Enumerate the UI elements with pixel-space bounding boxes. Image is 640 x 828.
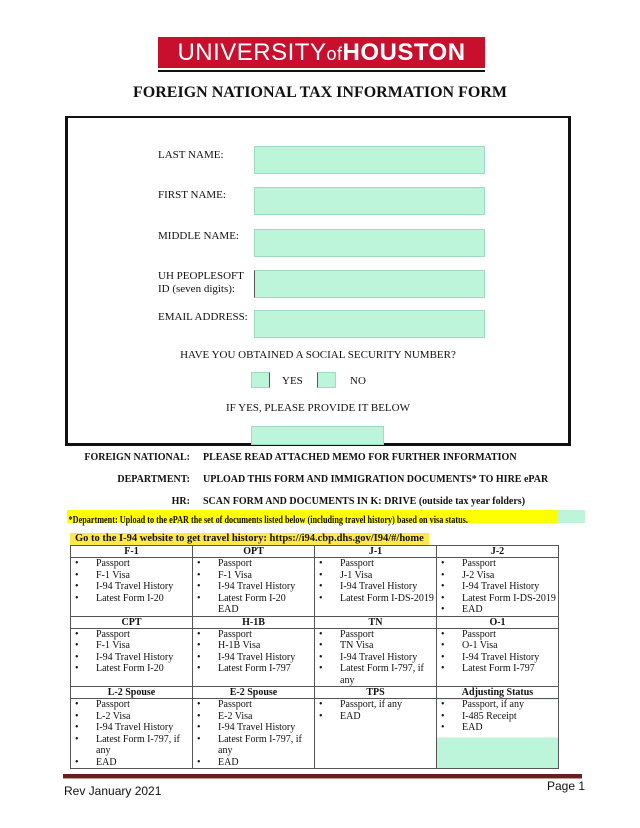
document-item: • I-94 Travel History [193, 722, 314, 734]
document-list [193, 629, 314, 675]
visa-docs-cell [71, 699, 193, 769]
visa-type-header: O-1 [437, 616, 559, 628]
visa-type-header: TN [315, 616, 437, 628]
document-item: • Latest Form I-20 [71, 663, 192, 675]
visa-type-header: Adjusting Status [437, 687, 559, 699]
visa-docs-cell [315, 558, 437, 617]
visa-type-header: F-1 [71, 546, 193, 558]
note-text-hr: SCAN FORM AND DOCUMENTS IN K: DRIVE (outside tax year folders) [203, 496, 526, 507]
document-list [71, 699, 192, 768]
document-item: • I-94 Travel History [193, 581, 314, 593]
visa-header-row [71, 687, 559, 699]
note-label-foreign-national: FOREIGN NATIONAL: [84, 452, 190, 463]
document-item: • Passport [71, 558, 192, 570]
visa-docs-cell [193, 628, 315, 687]
document-list [193, 699, 314, 768]
document-item: • Latest Form I-DS-2019 [437, 593, 558, 605]
university-logo [158, 37, 485, 68]
visa-type-header: OPT [193, 546, 315, 558]
note-label-hr: HR: [171, 496, 190, 507]
logo-text-university: UNIVERSITY [177, 39, 327, 66]
visa-type-header: TPS [315, 687, 437, 699]
email-label: EMAIL ADDRESS: [158, 311, 248, 323]
visa-docs-cell [315, 699, 437, 769]
department-note-highlight [67, 510, 557, 526]
middle-name-label: MIDDLE NAME: [158, 230, 239, 242]
visa-type-header: J-2 [437, 546, 559, 558]
note-label-department: DEPARTMENT: [117, 474, 190, 485]
department-note-field[interactable] [557, 510, 585, 523]
document-item: • H-1B Visa [193, 640, 314, 652]
document-list [71, 558, 192, 604]
visa-header-row [71, 546, 559, 558]
visa-type-header: L-2 Spouse [71, 687, 193, 699]
document-item: • Passport [437, 629, 558, 641]
visa-docs-cell [437, 628, 559, 687]
visa-type-header: CPT [71, 616, 193, 628]
document-item: • L-2 Visa [71, 711, 192, 723]
document-item: • EAD [437, 722, 558, 734]
document-item: • Latest Form I-20 [193, 593, 314, 605]
document-list [437, 699, 558, 734]
ssn-question: HAVE YOU OBTAINED A SOCIAL SECURITY NUMBER? [180, 349, 456, 361]
document-item: • I-485 Receipt [437, 711, 558, 723]
document-item: • F-1 Visa [193, 570, 314, 582]
document-item: • I-94 Travel History [71, 581, 192, 593]
document-item: • Passport [193, 699, 314, 711]
document-item: • Passport [315, 629, 436, 641]
visa-type-header: E-2 Spouse [193, 687, 315, 699]
ssn-yes-label: YES [282, 375, 303, 387]
document-item: • Latest Form I-797 [193, 663, 314, 675]
document-item: • Latest Form I-DS-2019 [315, 593, 436, 605]
visa-docs-cell [315, 628, 437, 687]
visa-docs-cell [437, 699, 559, 769]
document-list [315, 629, 436, 687]
document-item: • I-94 Travel History [437, 581, 558, 593]
visa-docs-cell [71, 628, 193, 687]
document-item: • EAD [193, 757, 314, 769]
document-item: • I-94 Travel History [437, 652, 558, 664]
department-upload-note: *Department: Upload to the ePAR the set of documents listed below (including travel history) based on visa status. [68, 515, 468, 526]
logo-underline [158, 70, 485, 72]
peoplesoft-id-label [158, 270, 244, 296]
page-title: FOREIGN NATIONAL TAX INFORMATION FORM [133, 84, 507, 101]
document-list [315, 699, 436, 722]
document-item: • TN Visa [315, 640, 436, 652]
peoplesoft-id-label-line1: UH PEOPLESOFT [158, 270, 244, 282]
document-item: • Latest Form I-797 [437, 663, 558, 675]
visa-docs-row [71, 699, 559, 769]
last-name-field[interactable] [254, 146, 485, 174]
document-item: • Passport [71, 629, 192, 641]
document-item: • EAD [437, 604, 558, 616]
document-list [437, 629, 558, 675]
first-name-field[interactable] [254, 187, 485, 215]
note-text-foreign-national: PLEASE READ ATTACHED MEMO FOR FURTHER INFORMATION [203, 452, 517, 463]
document-item: • Passport [193, 558, 314, 570]
document-list [437, 558, 558, 616]
note-text-department: UPLOAD THIS FORM AND IMMIGRATION DOCUMENTS* TO HIRE ePAR [203, 474, 549, 485]
logo-text-of: of [326, 44, 343, 64]
ssn-no-label: NO [350, 375, 366, 387]
document-item: • EAD [71, 757, 192, 769]
peoplesoft-id-label-line2: ID (seven digits): [158, 283, 235, 295]
visa-docs-cell [193, 699, 315, 769]
email-field[interactable] [254, 310, 485, 338]
document-item: • J-2 Visa [437, 570, 558, 582]
document-item: • Passport [193, 629, 314, 641]
document-item: • F-1 Visa [71, 640, 192, 652]
document-item: • I-94 Travel History [193, 652, 314, 664]
visa-documents-table [70, 545, 559, 769]
document-item: • J-1 Visa [315, 570, 436, 582]
document-item: • Latest Form I-20 [71, 593, 192, 605]
i94-website-note[interactable]: Go to the I-94 website to get travel history: https://i94.cbp.dhs.gov/I94/#/home [70, 533, 429, 545]
document-item: • Passport [71, 699, 192, 711]
ssn-prompt: IF YES, PLEASE PROVIDE IT BELOW [226, 402, 410, 414]
ssn-yes-checkbox[interactable] [251, 372, 270, 388]
peoplesoft-id-field[interactable] [254, 270, 485, 298]
document-item: • Passport, if any [437, 699, 558, 711]
last-name-label: LAST NAME: [158, 149, 224, 161]
footer-divider [63, 774, 582, 779]
visa-header-row [71, 616, 559, 628]
document-item: • Passport [437, 558, 558, 570]
document-item: • E-2 Visa [193, 711, 314, 723]
document-item: • I-94 Travel History [71, 722, 192, 734]
document-list [193, 558, 314, 616]
document-item: • Latest Form I-797, if any [315, 663, 436, 686]
document-item: • Latest Form I-797, if any [193, 734, 314, 757]
visa-docs-row [71, 558, 559, 617]
document-item: • I-94 Travel History [315, 581, 436, 593]
document-item: • Latest Form I-797, if any [71, 734, 192, 757]
visa-type-header: H-1B [193, 616, 315, 628]
visa-docs-cell [193, 558, 315, 617]
visa-docs-cell [71, 558, 193, 617]
document-item: • I-94 Travel History [71, 652, 192, 664]
document-item: • Passport, if any [315, 699, 436, 711]
revision-date: Rev January 2021 [64, 784, 162, 798]
middle-name-field[interactable] [254, 229, 485, 257]
document-item: • I-94 Travel History [315, 652, 436, 664]
first-name-label: FIRST NAME: [158, 189, 226, 201]
document-item: • EAD [315, 711, 436, 723]
visa-docs-cell [437, 558, 559, 617]
document-item: • Passport [315, 558, 436, 570]
document-list [71, 629, 192, 675]
document-item: • O-1 Visa [437, 640, 558, 652]
visa-docs-row [71, 628, 559, 687]
document-item: EAD [218, 604, 239, 615]
visa-type-header: J-1 [315, 546, 437, 558]
page-number: Page 1 [547, 779, 586, 793]
ssn-no-checkbox[interactable] [317, 372, 336, 388]
logo-text-houston: HOUSTON [342, 39, 466, 66]
document-list [315, 558, 436, 604]
document-item: • F-1 Visa [71, 570, 192, 582]
ssn-field[interactable] [251, 426, 384, 445]
